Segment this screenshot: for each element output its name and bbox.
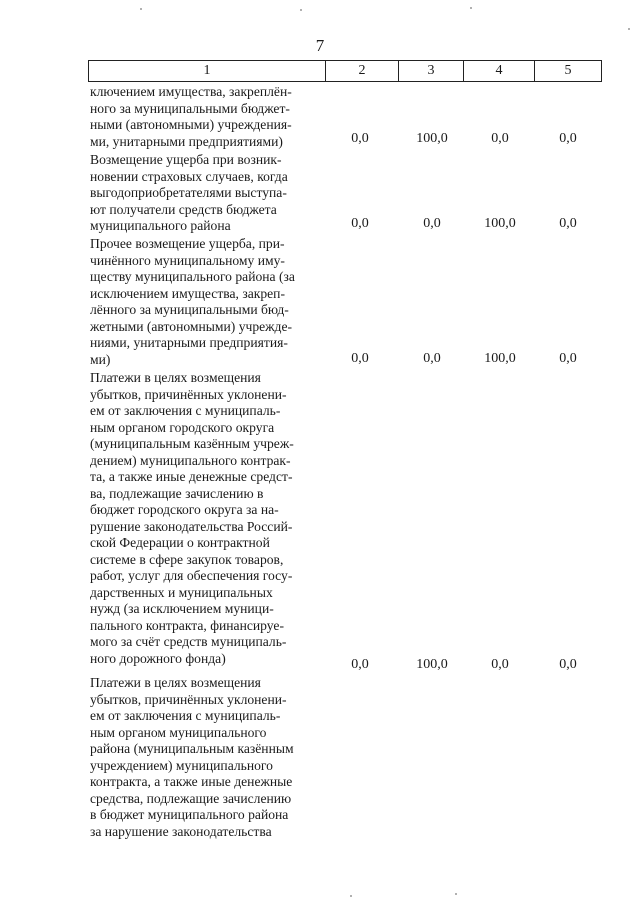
- row-4-description: Платежи в целях возмещения убытков, причинённых уклонени- ем от заключения с муниципаль- ным органом городского округа (муниципальным казённым учреж- дением) муниципального контрак- та, а также иные денежные средст- ва, подлежащие зачислению в бюджет городского округа за на- рушение законодательства Россий- ской Федерации о контрактной системе в сфере закупок товаров, работ, услуг для обеспечения госу- дарственных и муниципальных нужд (за исключением муници- пального контракта, финансируе- мого за счёт средств муниципаль- ного дорожного фонда): [90, 370, 294, 666]
- row-3-col4-value: 100,0: [484, 351, 516, 366]
- column-header-4: 4: [464, 61, 535, 82]
- row-1-col4-value: 0,0: [491, 131, 509, 146]
- row-3-col2-value: 0,0: [351, 351, 369, 366]
- row-2-col4-value: 100,0: [484, 216, 516, 231]
- column-header-3: 3: [399, 61, 464, 82]
- row-5-description: Платежи в целях возмещения убытков, причинённых уклонени- ем от заключения с муниципаль- ным органом муниципального района (муниципальным казённым учреждением) муниципального контракта, а также иные денежные средства, подлежащие зачислению в бюджет муниципального района за нарушение законодательства: [90, 675, 294, 839]
- row-1-col5-value: 0,0: [559, 131, 577, 146]
- scan-speck: [300, 9, 302, 11]
- scan-speck: [455, 893, 457, 895]
- row-4-col4-value: 0,0: [491, 657, 509, 672]
- column-header-2: 2: [326, 61, 399, 82]
- scan-speck: [470, 7, 472, 9]
- row-1-description: ключением имущества, закреплён- ного за муниципальными бюджет- ными (автономными) учреждения- ми, унитарными предприятиями): [90, 84, 292, 149]
- column-header-5: 5: [535, 61, 602, 82]
- row-2-col3-value: 0,0: [423, 216, 441, 231]
- row-4-col3-value: 100,0: [416, 657, 448, 672]
- column-header-1: 1: [89, 61, 326, 82]
- row-2-col5-value: 0,0: [559, 216, 577, 231]
- column-header-row: [89, 61, 602, 82]
- row-4-col2-value: 0,0: [351, 657, 369, 672]
- column-header-table: [88, 60, 602, 82]
- scan-speck: [628, 28, 630, 30]
- row-2-description: Возмещение ущерба при возник- новении страховых случаев, когда выгодоприобретателями выступа- ют получатели средств бюджета муниципального района: [90, 152, 288, 233]
- row-3-col5-value: 0,0: [559, 351, 577, 366]
- row-1-col2-value: 0,0: [351, 131, 369, 146]
- scan-speck: [350, 895, 352, 897]
- row-3-col3-value: 0,0: [423, 351, 441, 366]
- page-number: 7: [315, 36, 325, 55]
- row-3-description: Прочее возмещение ущерба, при- чинённого муниципальному иму- ществу муниципального района (за исключением имущества, закреп- лённого за муниципальными бюд- жетными (автономными) учрежде- ниями, унитарными предприятия- ми): [90, 236, 295, 367]
- row-4-col5-value: 0,0: [559, 657, 577, 672]
- row-2-col2-value: 0,0: [351, 216, 369, 231]
- scan-speck: [140, 8, 142, 10]
- row-1-col3-value: 100,0: [416, 131, 448, 146]
